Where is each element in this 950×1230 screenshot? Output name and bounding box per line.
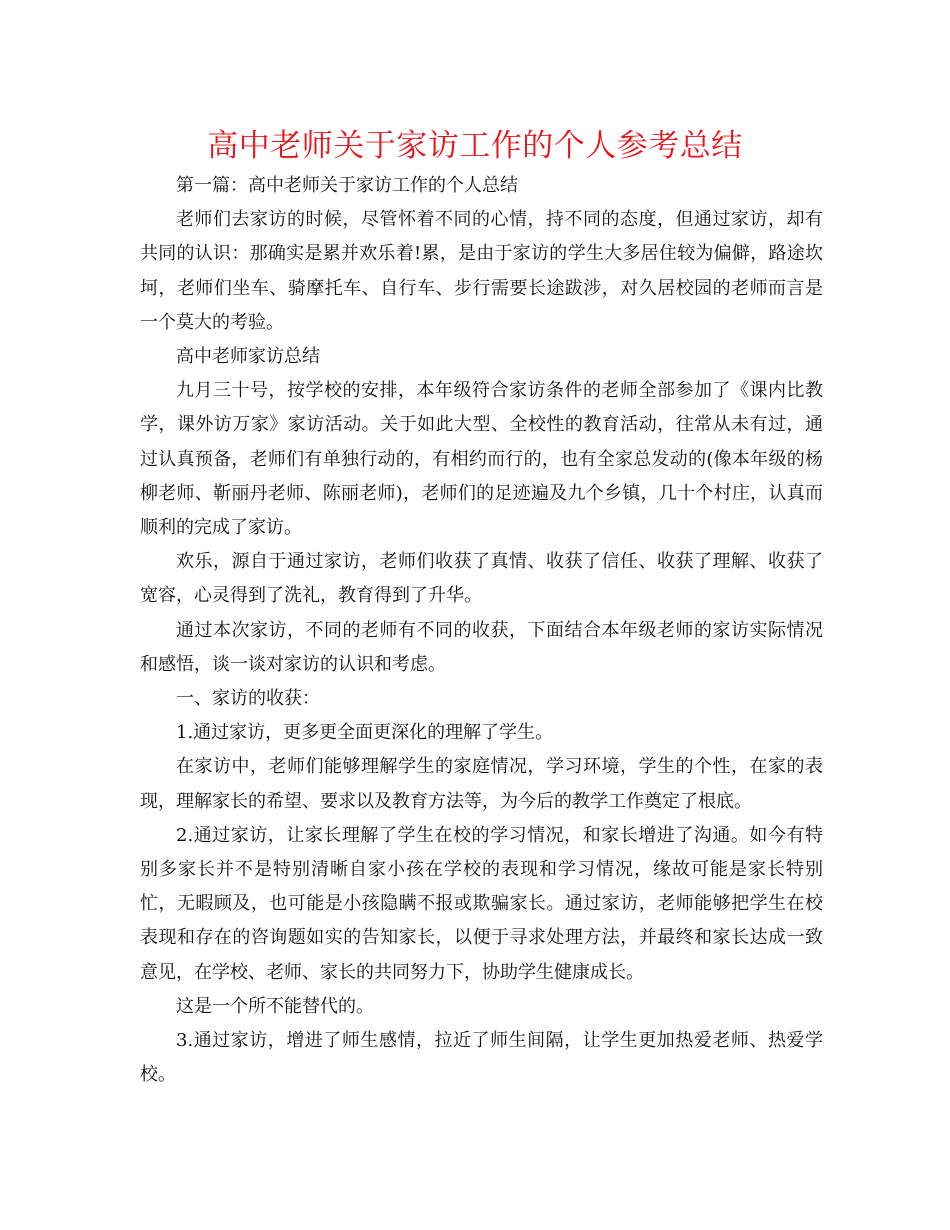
list-item: 3.通过家访，增进了师生感情，拉近了师生间隔，让学生更加热爱老师、热爱学校。 [140, 1030, 823, 1086]
paragraph: 老师们去家访的时候，尽管怀着不同的心情，持不同的态度，但通过家访，却有共同的认识：那确实是累并欢乐着!累，是由于家访的学生大多居住较为偏僻，路途坎坷，老师们坐车、骑摩托车、自行车、步行需要长途跋涉，对久居校园的老师而言是一个莫大的考验。 [140, 209, 823, 333]
paragraph: 欢乐，源自于通过家访，老师们收获了真情、收获了信任、收获了理解、收获了宽容，心灵得到了洗礼，教育得到了升华。 [140, 551, 823, 607]
subheading: 一、家访的收获： [176, 688, 320, 710]
list-item: 1.通过家访，更多更全面更深化的理解了学生。 [176, 722, 554, 744]
document-body [140, 169, 823, 1092]
subheading: 高中老师家访总结 [176, 346, 320, 368]
list-item: 2.通过家访，让家长理解了学生在校的学习情况，和家长增进了沟通。如今有特别多家长并不是特别清晰自家小孩在学校的表现和学习情况，缘故可能是家长特别忙，无暇顾及，也可能是小孩隐瞒不报或欺骗家长。通过家访，老师能够把学生在校表现和存在的咨询题如实的告知家长，以便于寻求处理方法，并最终和家长达成一致意见，在学校、老师、家长的共同努力下，协助学生健康成长。 [140, 824, 823, 983]
paragraph: 九月三十号，按学校的安排，本年级符合家访条件的老师全部参加了《课内比教学，课外访万家》家访活动。关于如此大型、全校性的教育活动，往常从未有过，通过认真预备，老师们有单独行动的，有相约而行的，也有全家总发动的(像本年级的杨柳老师、靳丽丹老师、陈丽老师)，老师们的足迹遍及九个乡镇，几十个村庄，认真而顺利的完成了家访。 [140, 380, 823, 539]
section-heading: 第一篇：高中老师关于家访工作的个人总结 [176, 175, 518, 196]
paragraph: 在家访中，老师们能够理解学生的家庭情况，学习环境，学生的个性，在家的表现，理解家长的希望、要求以及教育方法等，为今后的教学工作奠定了根底。 [140, 756, 823, 812]
document-title: 高中老师关于家访工作的个人参考总结 [207, 128, 743, 164]
paragraph: 这是一个所不能替代的。 [176, 995, 374, 1017]
paragraph: 通过本次家访，不同的老师有不同的收获，下面结合本年级老师的家访实际情况和感悟，谈一谈对家访的认识和考虑。 [140, 619, 823, 675]
